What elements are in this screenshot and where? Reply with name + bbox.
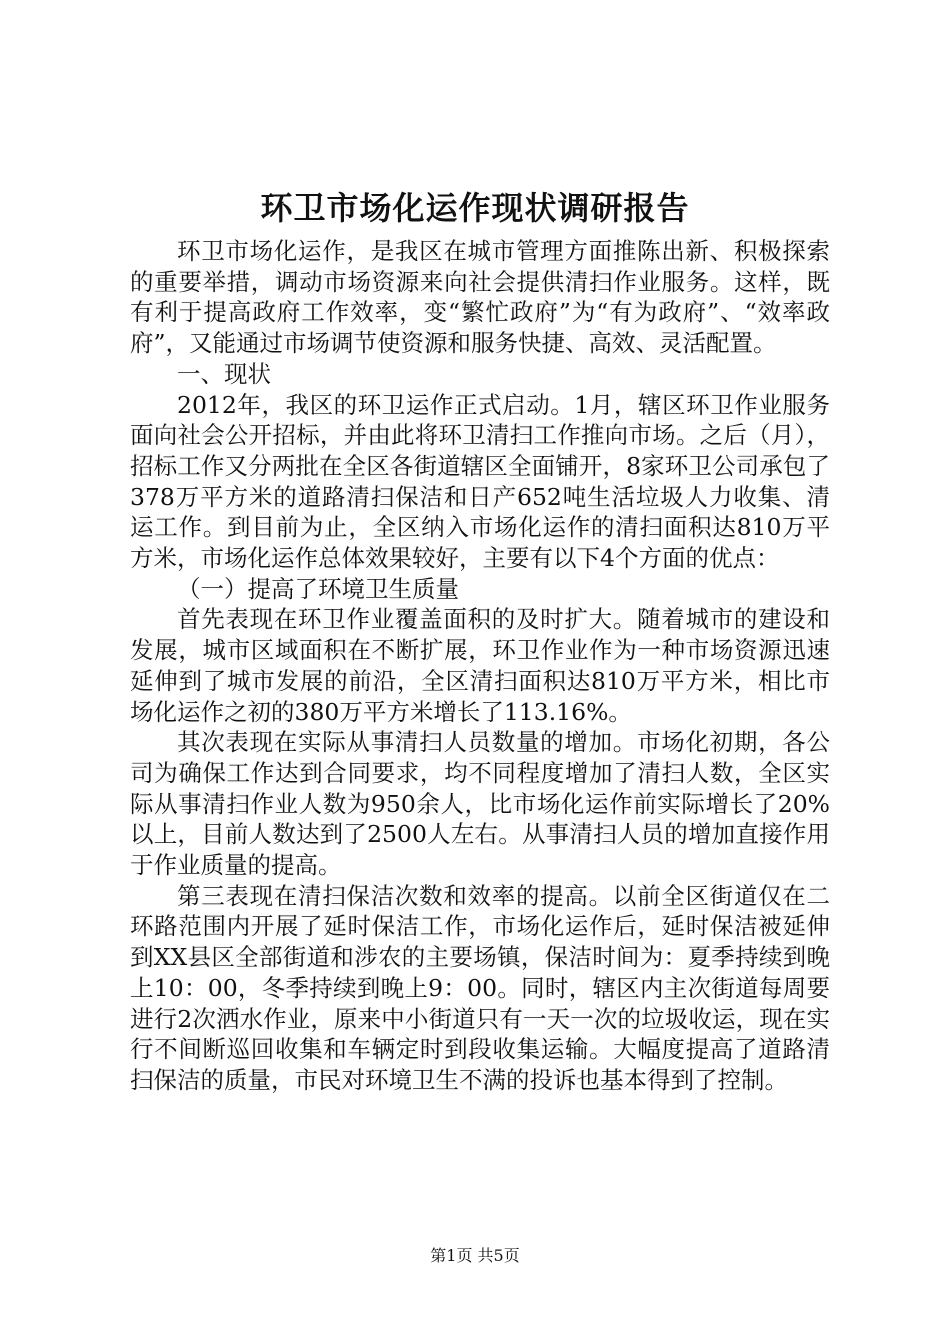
paragraph-status-overview: 2012年，我区的环卫运作正式启动。1月，辖区环卫作业服务面向社会公开招标，并由此将环卫清扫工作推向市场。之后（月），招标工作又分两批在全区各街道辖区全面铺开，8家环卫公司承包了378万平方米的道路清扫保洁和日产652吨生活垃圾人力收集、清运工作。到目前为止，全区纳入市场化运作的清扫面积达810万平方米，市场化运作总体效果较好，主要有以下4个方面的优点：	[130, 390, 830, 573]
paragraph-intro: 环卫市场化运作，是我区在城市管理方面推陈出新、积极探索的重要举措，调动市场资源来向社会提供清扫作业服务。这样，既有利于提高政府工作效率，变“繁忙政府”为“有为政府”、“效率政府”，又能通过市场调节使资源和服务快捷、高效、灵活配置。	[130, 237, 830, 358]
paragraph-coverage: 首先表现在环卫作业覆盖面积的及时扩大。随着城市的建设和发展，城市区域面积在不断扩展，环卫作业作为一种市场资源迅速延伸到了城市发展的前沿，全区清扫面积达810万平方米，相比市场化运作之初的380万平方米增长了113.16%。	[130, 605, 830, 726]
paragraph-frequency: 第三表现在清扫保洁次数和效率的提高。以前全区街道仅在二环路范围内开展了延时保洁工作，市场化运作后，延时保洁被延伸到XX县区全部街道和涉农的主要场镇，保洁时间为：夏季持续到晚上10：00，冬季持续到晚上9：00。同时，辖区内主次街道每周要进行2次洒水作业，原来中小街道只有一天一次的垃圾收运，现在实行不间断巡回收集和车辆定时到段收集运输。大幅度提高了道路清扫保洁的质量，市民对环境卫生不满的投诉也基本得到了控制。	[130, 881, 830, 1094]
page-footer: 第1页 共5页	[430, 1246, 520, 1265]
section-heading-status: 一、现状	[177, 359, 271, 388]
document-title: 环卫市场化运作现状调研报告	[260, 189, 690, 227]
subsection-heading-quality: （一）提高了环境卫生质量	[177, 574, 459, 603]
document-body	[130, 236, 830, 1096]
paragraph-staff: 其次表现在实际从事清扫人员数量的增加。市场化初期，各公司为确保工作达到合同要求，均不同程度增加了清扫人数，全区实际从事清扫作业人数为950余人，比市场化运作前实际增长了20%以上，目前人数达到了2500人左右。从事清扫人员的增加直接作用于作业质量的提高。	[130, 728, 830, 880]
